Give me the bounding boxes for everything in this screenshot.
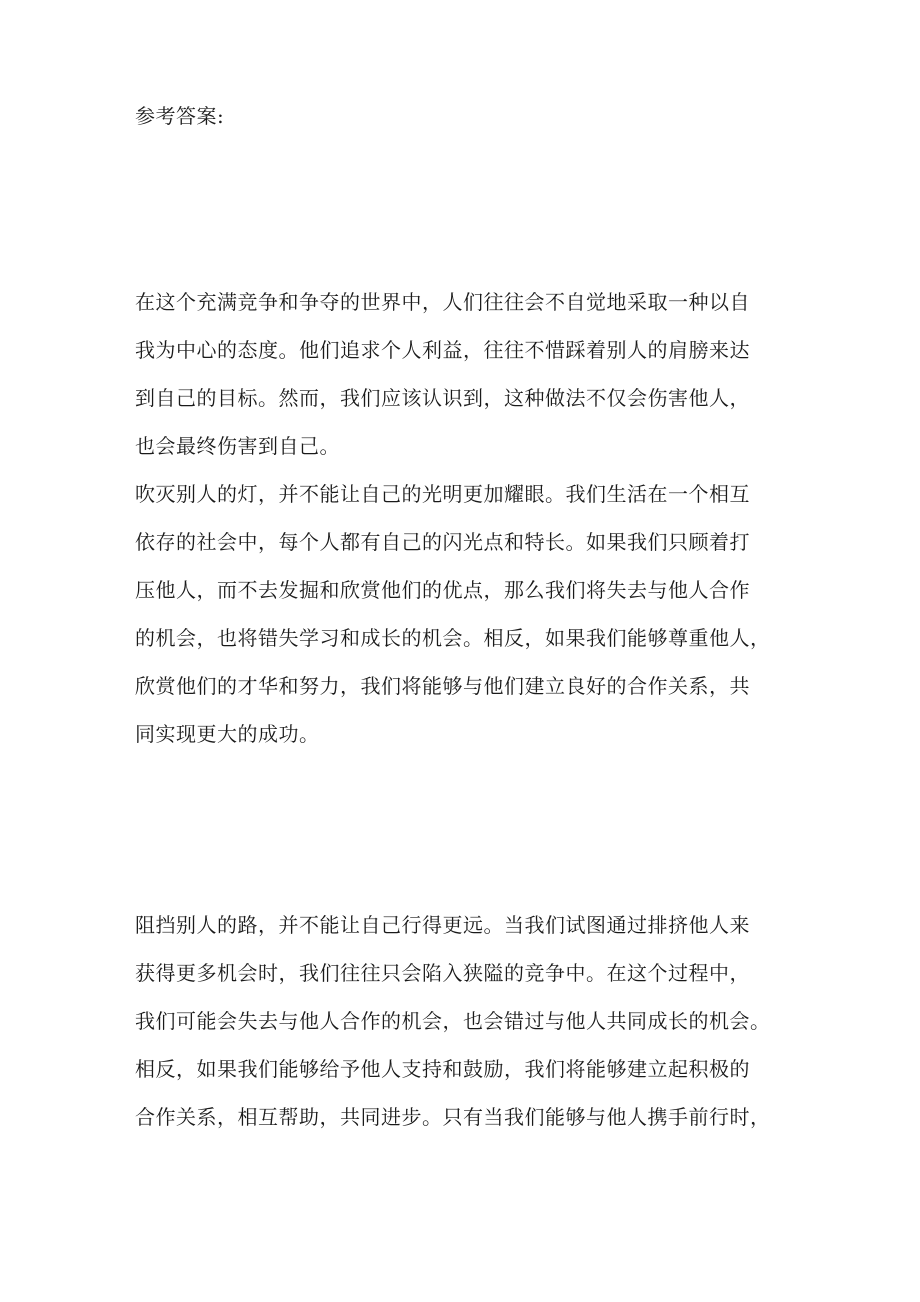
paragraph-3-line: 获得更多机会时，我们往往只会陷入狭隘的竞争中。在这个过程中，: [135, 961, 750, 985]
paragraph-3-line: 合作关系，相互帮助，共同进步。只有当我们能够与他人携手前行时，: [135, 1105, 771, 1129]
paragraph-2-line: 吹灭别人的灯，并不能让自己的光明更加耀眼。我们生活在一个相互: [135, 482, 750, 506]
paragraph-1-line: 我为中心的态度。他们追求个人利益，往往不惜踩着别人的肩膀来达: [135, 338, 750, 362]
paragraph-2-line: 依存的社会中，每个人都有自己的闪光点和特长。如果我们只顾着打: [135, 530, 750, 554]
paragraph-2-line: 同实现更大的成功。: [135, 722, 320, 746]
paragraph-3-line: 我们可能会失去与他人合作的机会，也会错过与他人共同成长的机会。: [135, 1009, 771, 1033]
paragraph-3-line: 相反，如果我们能够给予他人支持和鼓励，我们将能够建立起积极的: [135, 1057, 750, 1081]
paragraph-3-line: 阻挡别人的路，并不能让自己行得更远。当我们试图通过排挤他人来: [135, 913, 750, 937]
paragraph-2-line: 欣赏他们的才华和努力，我们将能够与他们建立良好的合作关系，共: [135, 674, 750, 698]
answer-heading: 参考答案:: [135, 104, 225, 128]
paragraph-1-line: 也会最终伤害到自己。: [135, 434, 340, 458]
paragraph-1-line: 到自己的目标。然而，我们应该认识到，这种做法不仅会伤害他人，: [135, 386, 750, 410]
paragraph-2-line: 的机会，也将错失学习和成长的机会。相反，如果我们能够尊重他人，: [135, 626, 771, 650]
paragraph-2-line: 压他人，而不去发掘和欣赏他们的优点，那么我们将失去与他人合作: [135, 578, 750, 602]
paragraph-1-line: 在这个充满竞争和争夺的世界中，人们往往会不自觉地采取一种以自: [135, 290, 750, 314]
